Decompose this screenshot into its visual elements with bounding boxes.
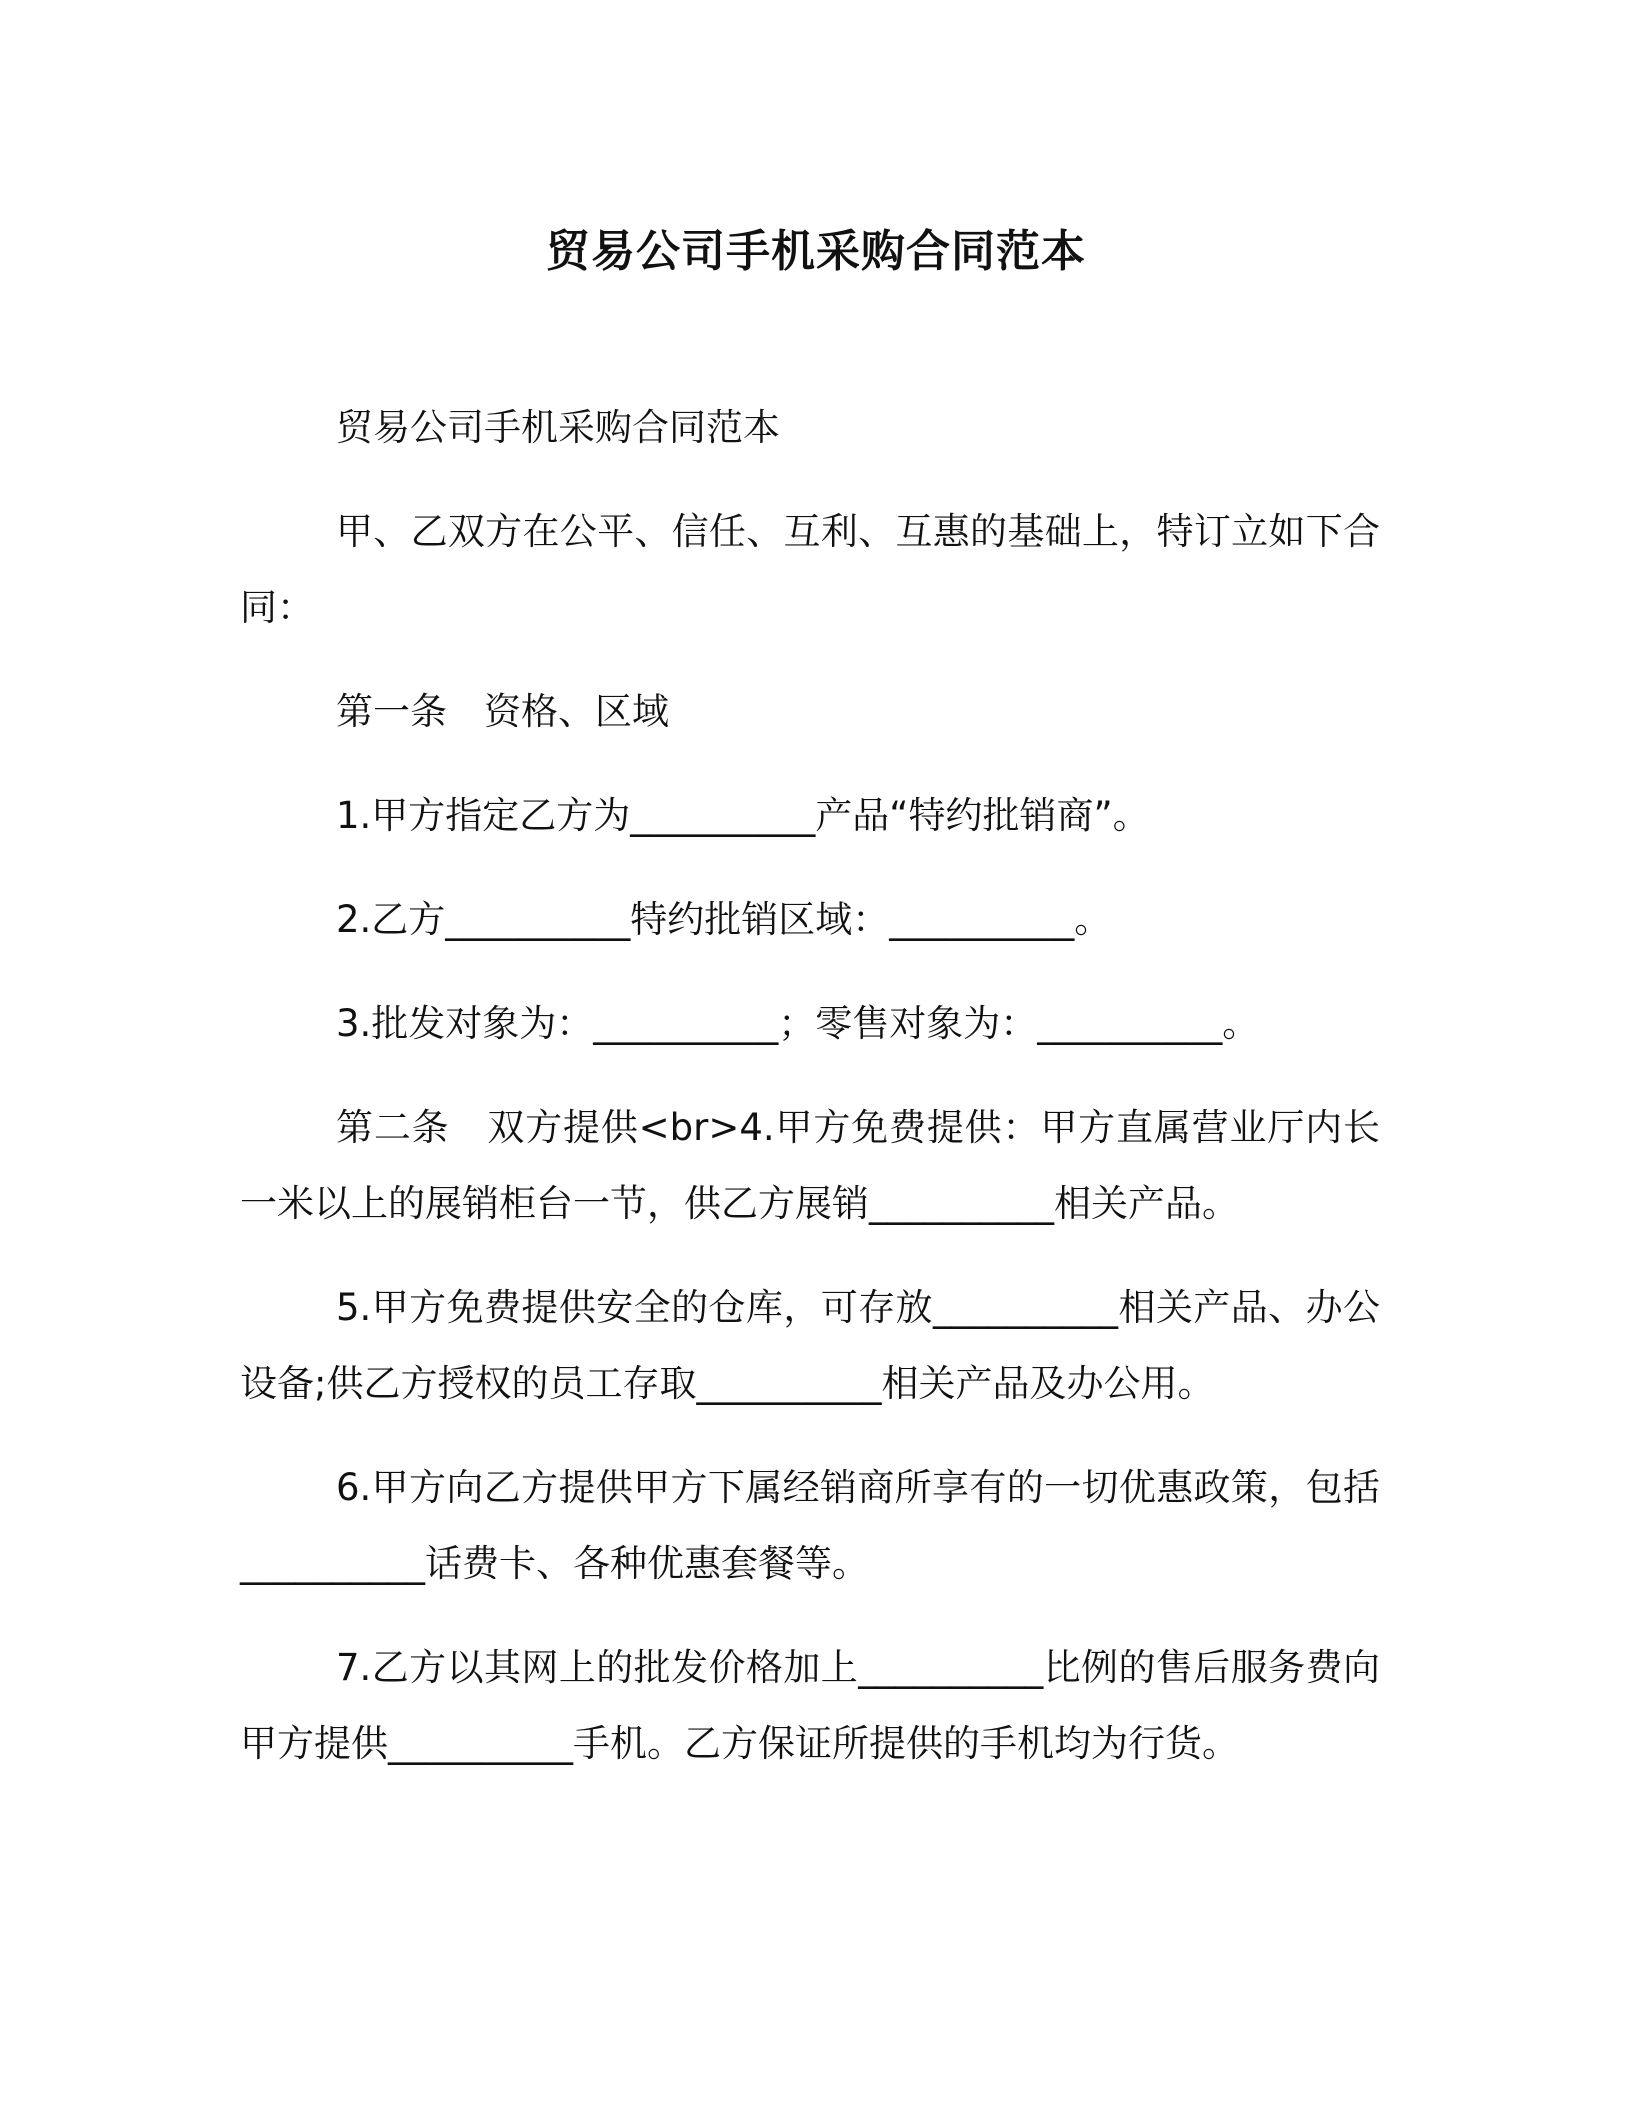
clause-5: 5.甲方免费提供安全的仓库，可存放__________相关产品、办公设备;供乙方授权的员工存取__________相关产品及办公用。 [240, 1286, 1380, 1405]
article-2-clause-4: 第二条 双方提供<br>4.甲方免费提供：甲方直属营业厅内长一米以上的展销柜台一节，供乙方展销__________相关产品。 [240, 1106, 1380, 1225]
paragraph-preamble: 甲、乙双方在公平、信任、互利、互惠的基础上，特订立如下合同： [240, 510, 1380, 629]
paragraph-subtitle: 贸易公司手机采购合同范本 [336, 406, 780, 449]
clause-7: 7.乙方以其网上的批发价格加上__________比例的售后服务费向甲方提供__________手机。乙方保证所提供的手机均为行货。 [240, 1646, 1380, 1765]
article-1-heading: 第一条 资格、区域 [336, 690, 669, 733]
clause-6: 6.甲方向乙方提供甲方下属经销商所享有的一切优惠政策，包括__________话费卡、各种优惠套餐等。 [240, 1466, 1380, 1585]
document-body [240, 390, 1380, 1810]
document-title: 贸易公司手机采购合同范本 [546, 226, 1086, 277]
clause-3: 3.批发对象为：__________；零售对象为：__________。 [336, 1002, 1260, 1045]
clause-1: 1.甲方指定乙方为__________产品“特约批销商”。 [336, 794, 1150, 837]
clause-2: 2.乙方__________特约批销区域：__________。 [336, 898, 1112, 941]
